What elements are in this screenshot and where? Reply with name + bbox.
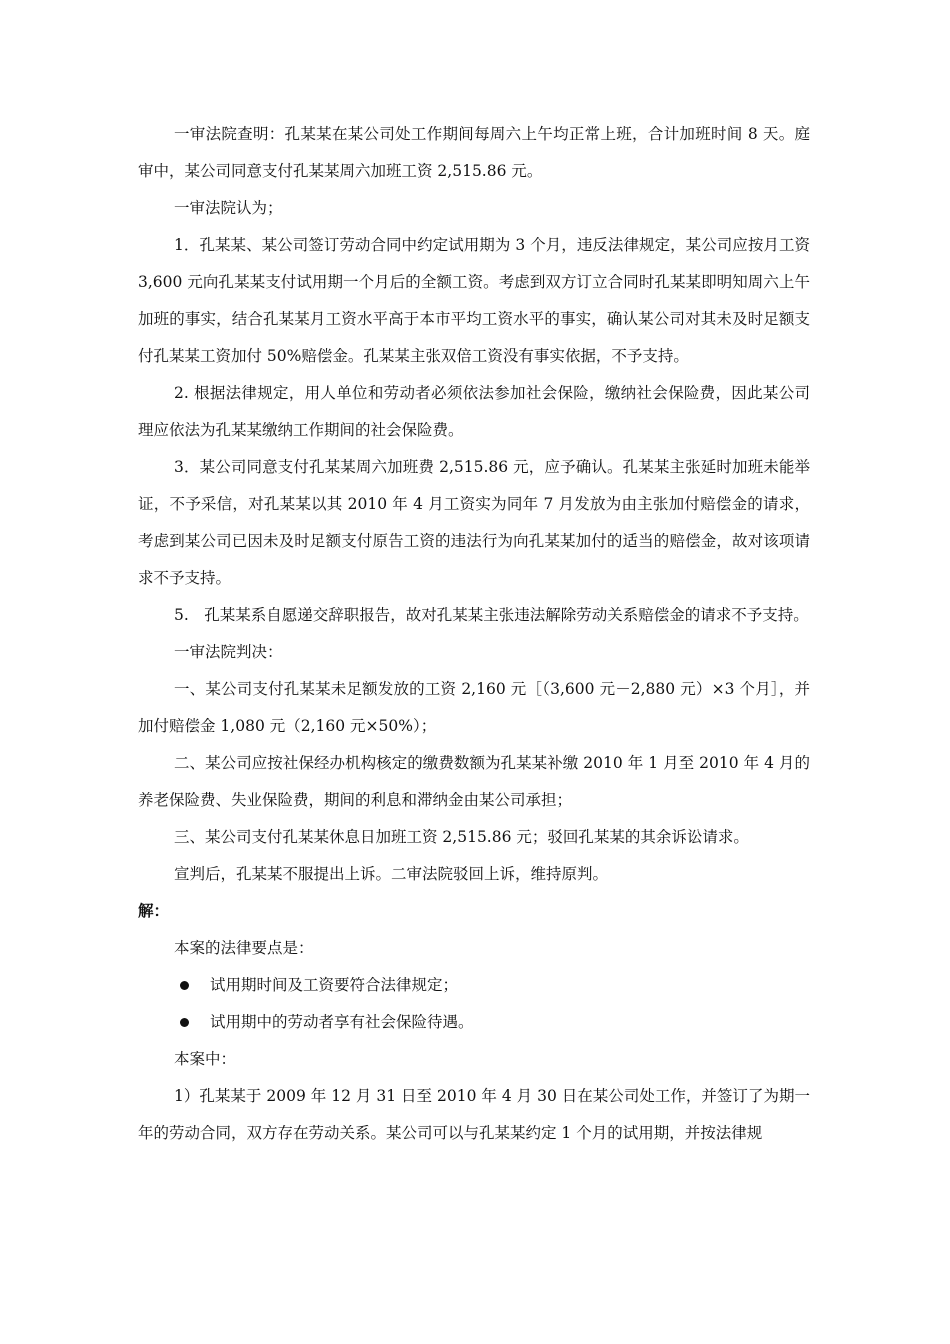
paragraph-judgment-3: 三、某公司支付孔某某休息日加班工资 2,515.86 元；驳回孔某某的其余诉讼请求。 bbox=[174, 828, 749, 846]
paragraph-key-points-intro: 本案的法律要点是： bbox=[174, 939, 314, 957]
bullet-text: 试用期中的劳动者享有社会保险待遇。 bbox=[210, 1013, 474, 1031]
paragraph-appeal: 宣判后，孔某某不服提出上诉。二审法院驳回上诉，维持原判。 bbox=[174, 865, 609, 883]
bullet-dot-icon bbox=[180, 1018, 189, 1027]
solution-label: 解： bbox=[138, 902, 170, 920]
paragraph-opinion-2: 2. 根据法律规定，用人单位和劳动者必须依法参加社会保险，缴纳社会保险费，因此某公司理应依法为孔某某缴纳工作期间的社会保险费。 bbox=[138, 384, 810, 439]
paragraph-opinion-3: 3．某公司同意支付孔某某周六加班费 2,515.86 元，应予确认。孔某某主张延时加班未能举证，不予采信，对孔某某以其 2010 年 4 月工资实为同年 7 月发放为由主张加付赔偿金的请求，考虑到某公司已因未及时足额支付原告工资的违法行为向孔某某加付的适当的赔偿金，故对该项请求不予支持。 bbox=[138, 458, 810, 587]
bullet-text: 试用期时间及工资要符合法律规定； bbox=[210, 976, 459, 994]
bullet-item bbox=[138, 1004, 810, 1041]
paragraph-judgment-1: 一、某公司支付孔某某未足额发放的工资 2,160 元［（3,600 元－2,880 元）×3 个月］，并加付赔偿金 1,080 元（2,160 元×50%）； bbox=[138, 680, 810, 735]
paragraph-case-1: 1）孔某某于 2009 年 12 月 31 日至 2010 年 4 月 30 日在某公司处工作，并签订了为期一年的劳动合同，双方存在劳动关系。某公司可以与孔某某约定 1 个月的试用期，并按法律规 bbox=[138, 1087, 810, 1142]
document-body bbox=[138, 116, 810, 1152]
paragraph-opinion-1: 1．孔某某、某公司签订劳动合同中约定试用期为 3 个月，违反法律规定，某公司应按月工资 3,600 元向孔某某支付试用期一个月后的全额工资。考虑到双方订立合同时孔某某即明知周六上午加班的事实，结合孔某某月工资水平高于本市平均工资水平的事实，确认某公司对其未及时足额支付孔某某工资加付 50%赔偿金。孔某某主张双倍工资没有事实依据，不予支持。 bbox=[138, 236, 810, 365]
paragraph-findings: 一审法院查明：孔某某在某公司处工作期间每周六上午均正常上班，合计加班时间 8 天。庭审中，某公司同意支付孔某某周六加班工资 2,515.86 元。 bbox=[138, 125, 810, 180]
bullet-dot-icon bbox=[180, 981, 189, 990]
bullet-item bbox=[138, 967, 810, 1004]
paragraph-judgment-heading: 一审法院判决： bbox=[174, 643, 283, 661]
paragraph-case-heading: 本案中： bbox=[174, 1050, 237, 1068]
paragraph-court-opinion-heading: 一审法院认为； bbox=[174, 199, 283, 217]
paragraph-opinion-5: 5. 孔某某系自愿递交辞职报告，故对孔某某主张违法解除劳动关系赔偿金的请求不予支持。 bbox=[174, 606, 809, 624]
paragraph-judgment-2: 二、某公司应按社保经办机构核定的缴费数额为孔某某补缴 2010 年 1 月至 2010 年 4 月的养老保险费、失业保险费，期间的利息和滞纳金由某公司承担； bbox=[138, 754, 810, 809]
